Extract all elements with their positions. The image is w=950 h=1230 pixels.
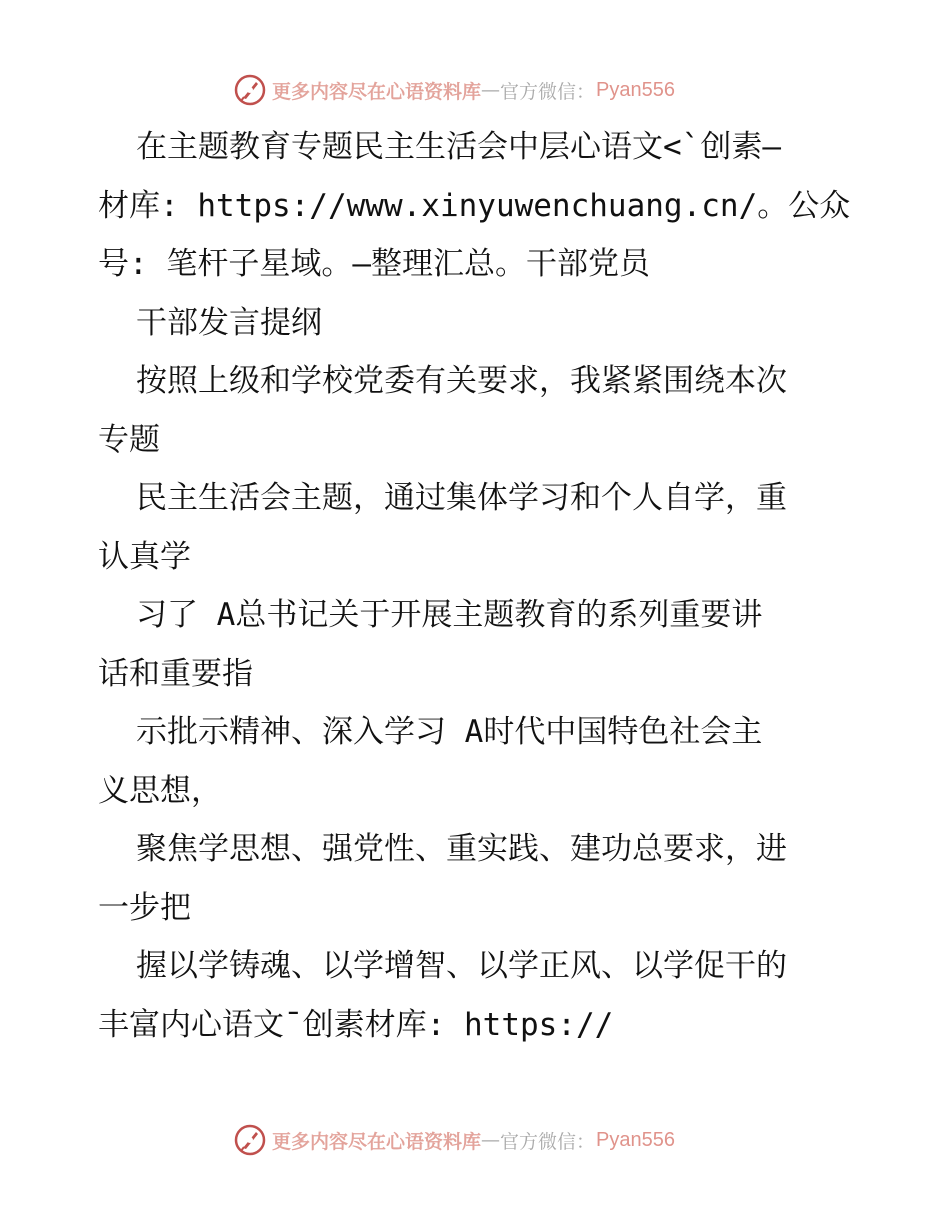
body-line: 按照上级和学校党委有关要求，我紧紧围绕本次: [136, 363, 787, 399]
feather-pen-logo-icon: [234, 74, 266, 106]
body-line: 专题: [98, 421, 160, 458]
banner-title: 更多内容尽在心语资料库: [272, 80, 482, 103]
body-line: 话和重要指: [98, 655, 253, 692]
banner-dash: —: [481, 79, 501, 101]
body-line: 示批示精神、深入学习 A时代中国特色社会主: [136, 714, 763, 750]
body-line: 材库: https://www.xinyuwenchuang.cn/。公众: [98, 187, 851, 224]
banner-wechat-label: 官方微信：: [500, 1130, 596, 1153]
header-watermark-banner: [234, 73, 675, 107]
banner-title: 更多内容尽在心语资料库: [272, 1130, 482, 1153]
body-line: 聚焦学思想、强党性、重实践、建功总要求，进: [136, 831, 787, 867]
body-line: 义思想，: [98, 772, 222, 809]
body-line: 习了 A总书记关于开展主题教育的系列重要讲: [136, 597, 763, 633]
body-line: 认真学: [98, 538, 191, 575]
body-line: 一步把: [98, 889, 191, 926]
body-line: 民主生活会主题，通过集体学习和个人自学，重: [136, 480, 787, 516]
body-text: [98, 118, 868, 1054]
banner-wechat-label: 官方微信：: [500, 80, 596, 103]
body-line: 号: 笔杆子星域。—整理汇总。干部党员: [98, 246, 650, 282]
banner-dash: —: [481, 1129, 501, 1151]
body-line: 握以学铸魂、以学增智、以学正风、以学促干的: [136, 948, 787, 984]
body-line: 在主题教育专题民主生活会中层心语文<`创素—: [136, 129, 781, 165]
body-line: 干部发言提纲: [136, 304, 322, 341]
footer-watermark-banner: [234, 1123, 675, 1157]
banner-wechat-id: Pyan556: [596, 78, 675, 101]
banner-wechat-id: Pyan556: [596, 1128, 675, 1151]
body-line: 丰富内心语文¯创素材库: https://: [98, 1006, 614, 1043]
feather-pen-logo-icon: [234, 1124, 266, 1156]
